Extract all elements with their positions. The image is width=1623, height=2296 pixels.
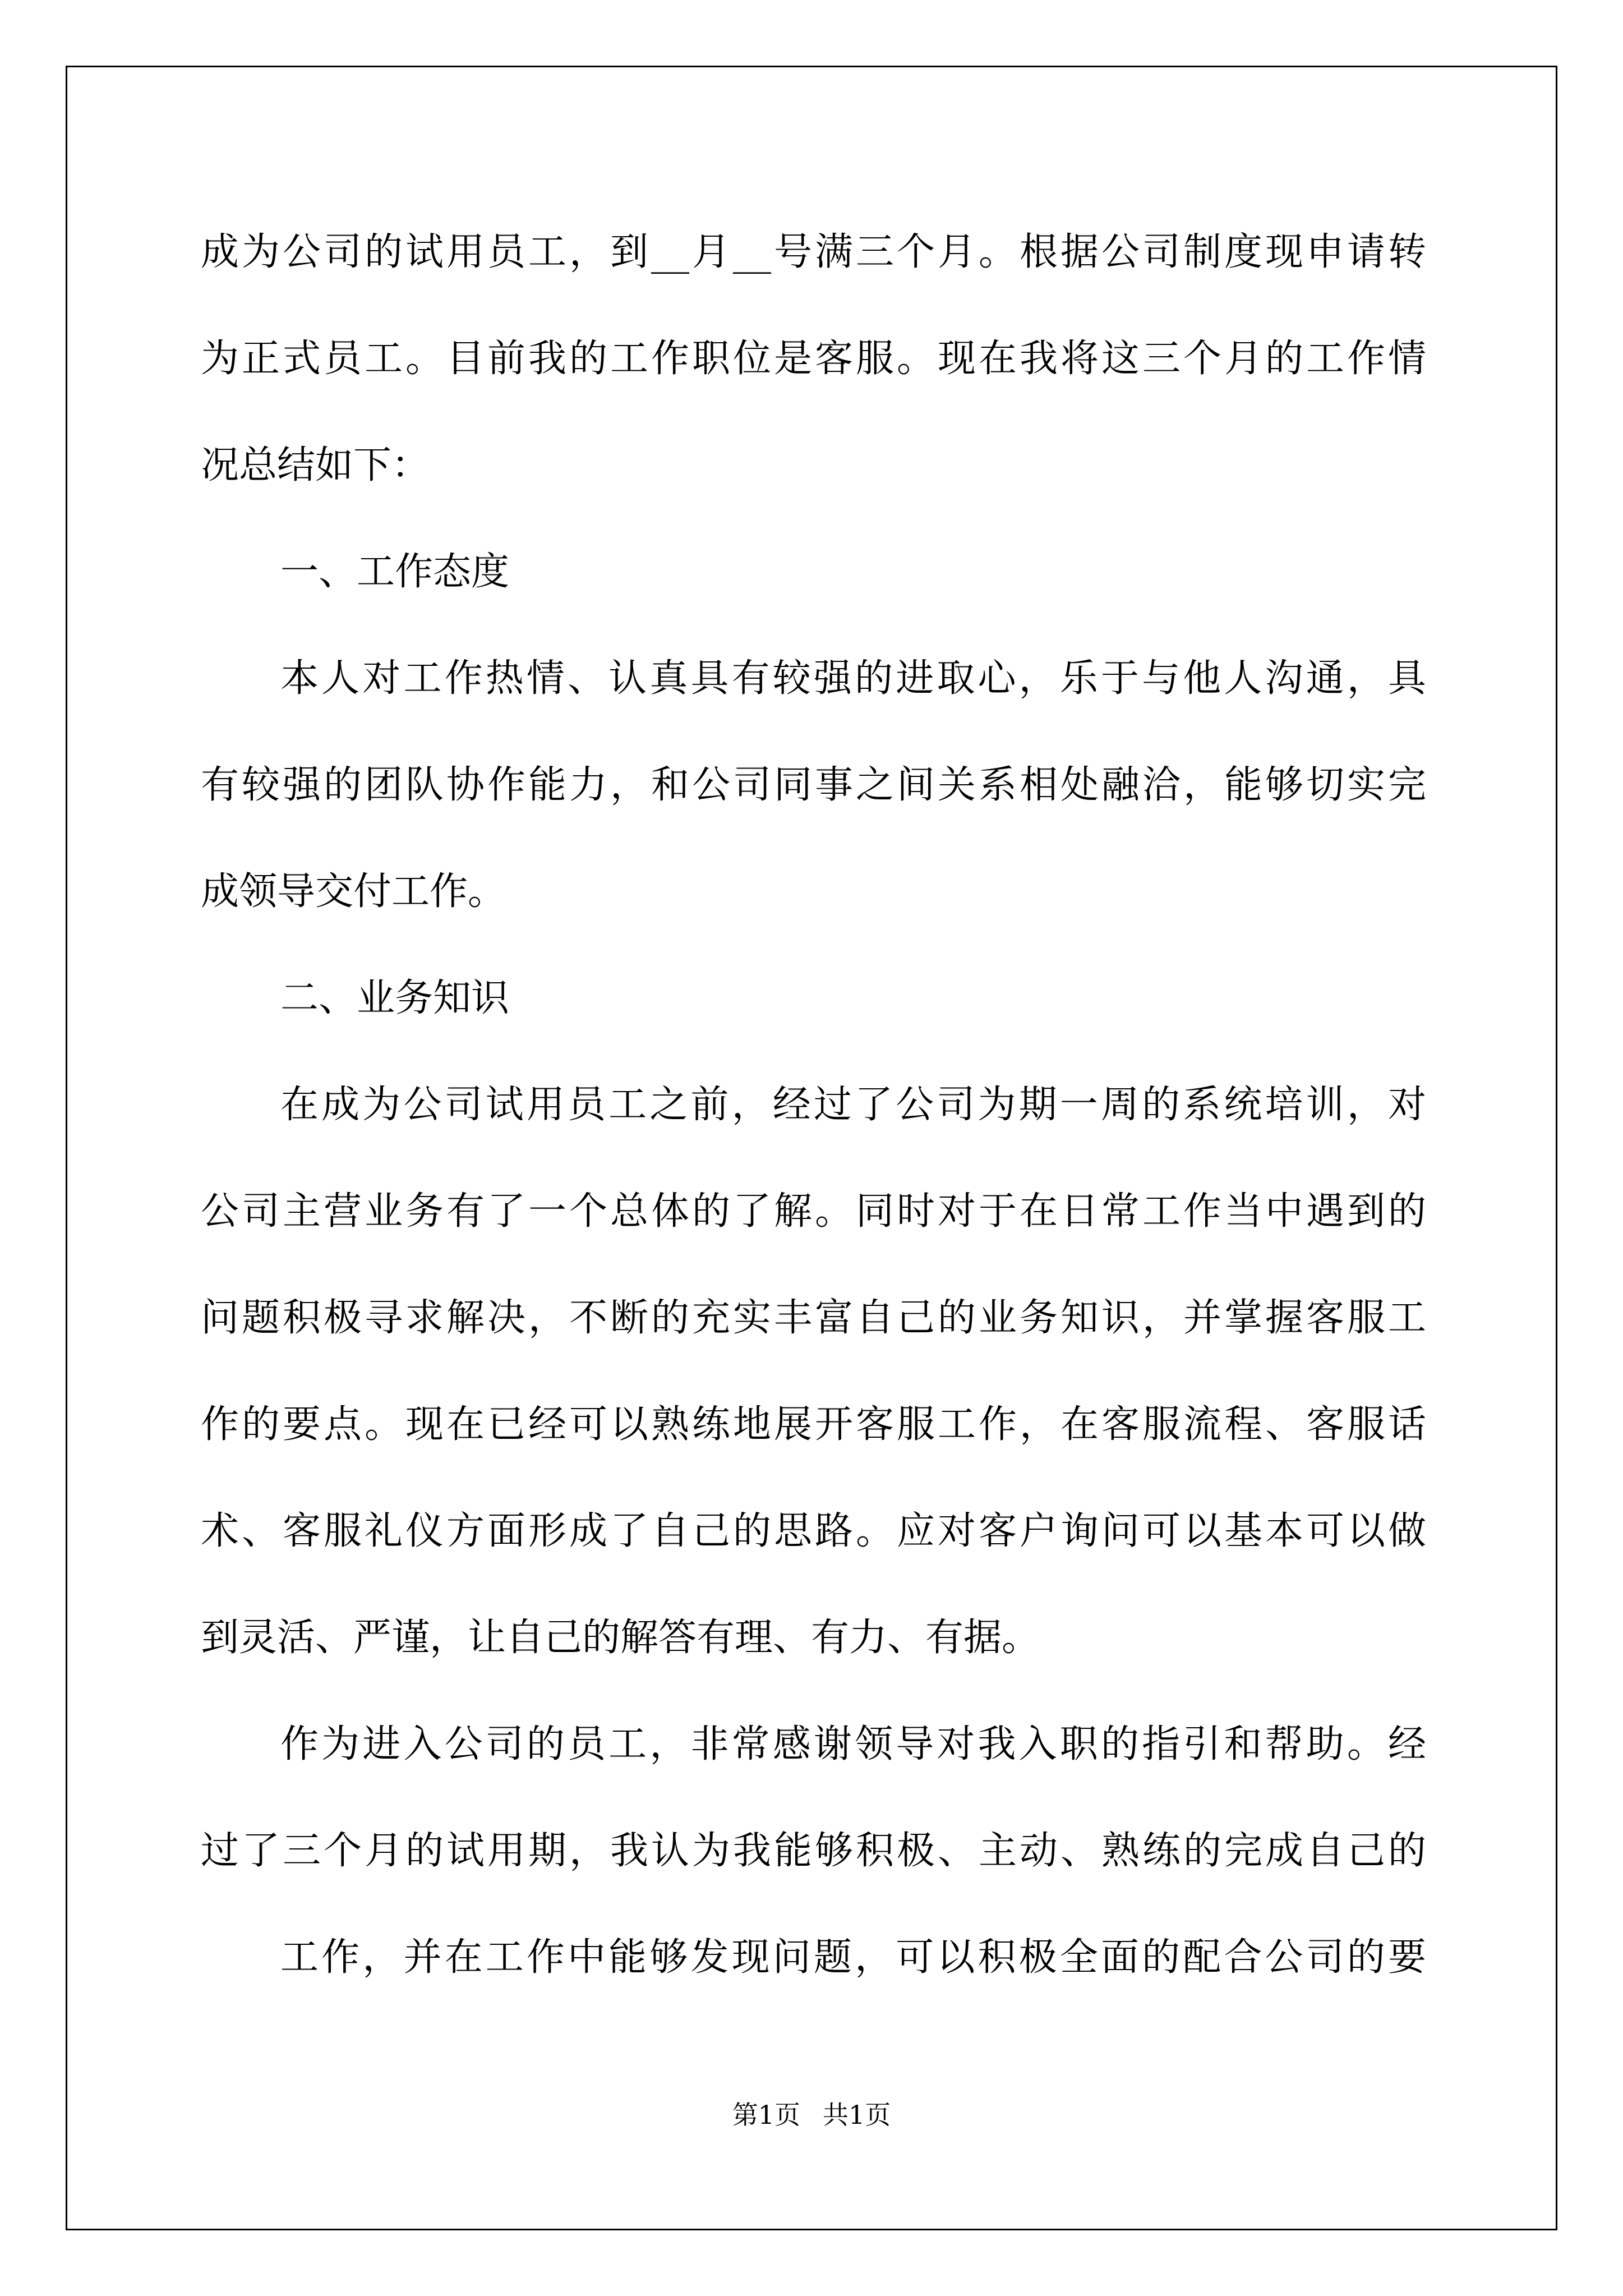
paragraph-2-line-3: 成领导交付工作。 [201, 869, 506, 914]
paragraph-2-line-1: 本人对工作热情、认真具有较强的进取心，乐于与他人沟通，具 [280, 656, 1426, 701]
paragraph-3-line-2: 公司主营业务有了一个总体的了解。同时对于在日常工作当中遇到的 [201, 1189, 1426, 1234]
paragraph-2-line-2: 有较强的团队协作能力，和公司同事之间关系相处融洽，能够切实完 [201, 763, 1426, 807]
paragraph-1-line-3: 况总结如下： [201, 443, 430, 487]
paragraph-3-line-4: 作的要点。现在已经可以熟练地展开客服工作，在客服流程、客服话 [201, 1402, 1426, 1447]
page-total: 共1页 [823, 2100, 891, 2130]
page-number: 第1页 [732, 2100, 800, 2130]
paragraph-3-line-6: 到灵活、严谨，让自己的解答有理、有力、有据。 [201, 1616, 1040, 1660]
paragraph-1-line-2: 为正式员工。目前我的工作职位是客服。现在我将这三个月的工作情 [201, 337, 1426, 381]
section-heading-business-knowledge: 二、业务知识 [280, 976, 510, 1020]
page-border [66, 66, 1557, 2230]
paragraph-4-line-1: 作为进入公司的员工，非常感谢领导对我入职的指引和帮助。经 [280, 1722, 1426, 1766]
paragraph-3-line-3: 问题积极寻求解决，不断的充实丰富自己的业务知识，并掌握客服工 [201, 1296, 1426, 1340]
section-heading-work-attitude: 一、工作态度 [280, 550, 510, 594]
page-footer [0, 2095, 1623, 2134]
paragraph-4-line-3: 工作，并在工作中能够发现问题，可以积极全面的配合公司的要 [280, 1935, 1426, 1980]
paragraph-1-line-1: 成为公司的试用员工，到__月__号满三个月。根据公司制度现申请转 [201, 230, 1426, 274]
paragraph-3-line-1: 在成为公司试用员工之前，经过了公司为期一周的系统培训，对 [280, 1083, 1426, 1127]
paragraph-3-line-5: 术、客服礼仪方面形成了自己的思路。应对客户询问可以基本可以做 [201, 1509, 1426, 1553]
paragraph-4-line-2: 过了三个月的试用期，我认为我能够积极、主动、熟练的完成自己的 [201, 1829, 1426, 1873]
